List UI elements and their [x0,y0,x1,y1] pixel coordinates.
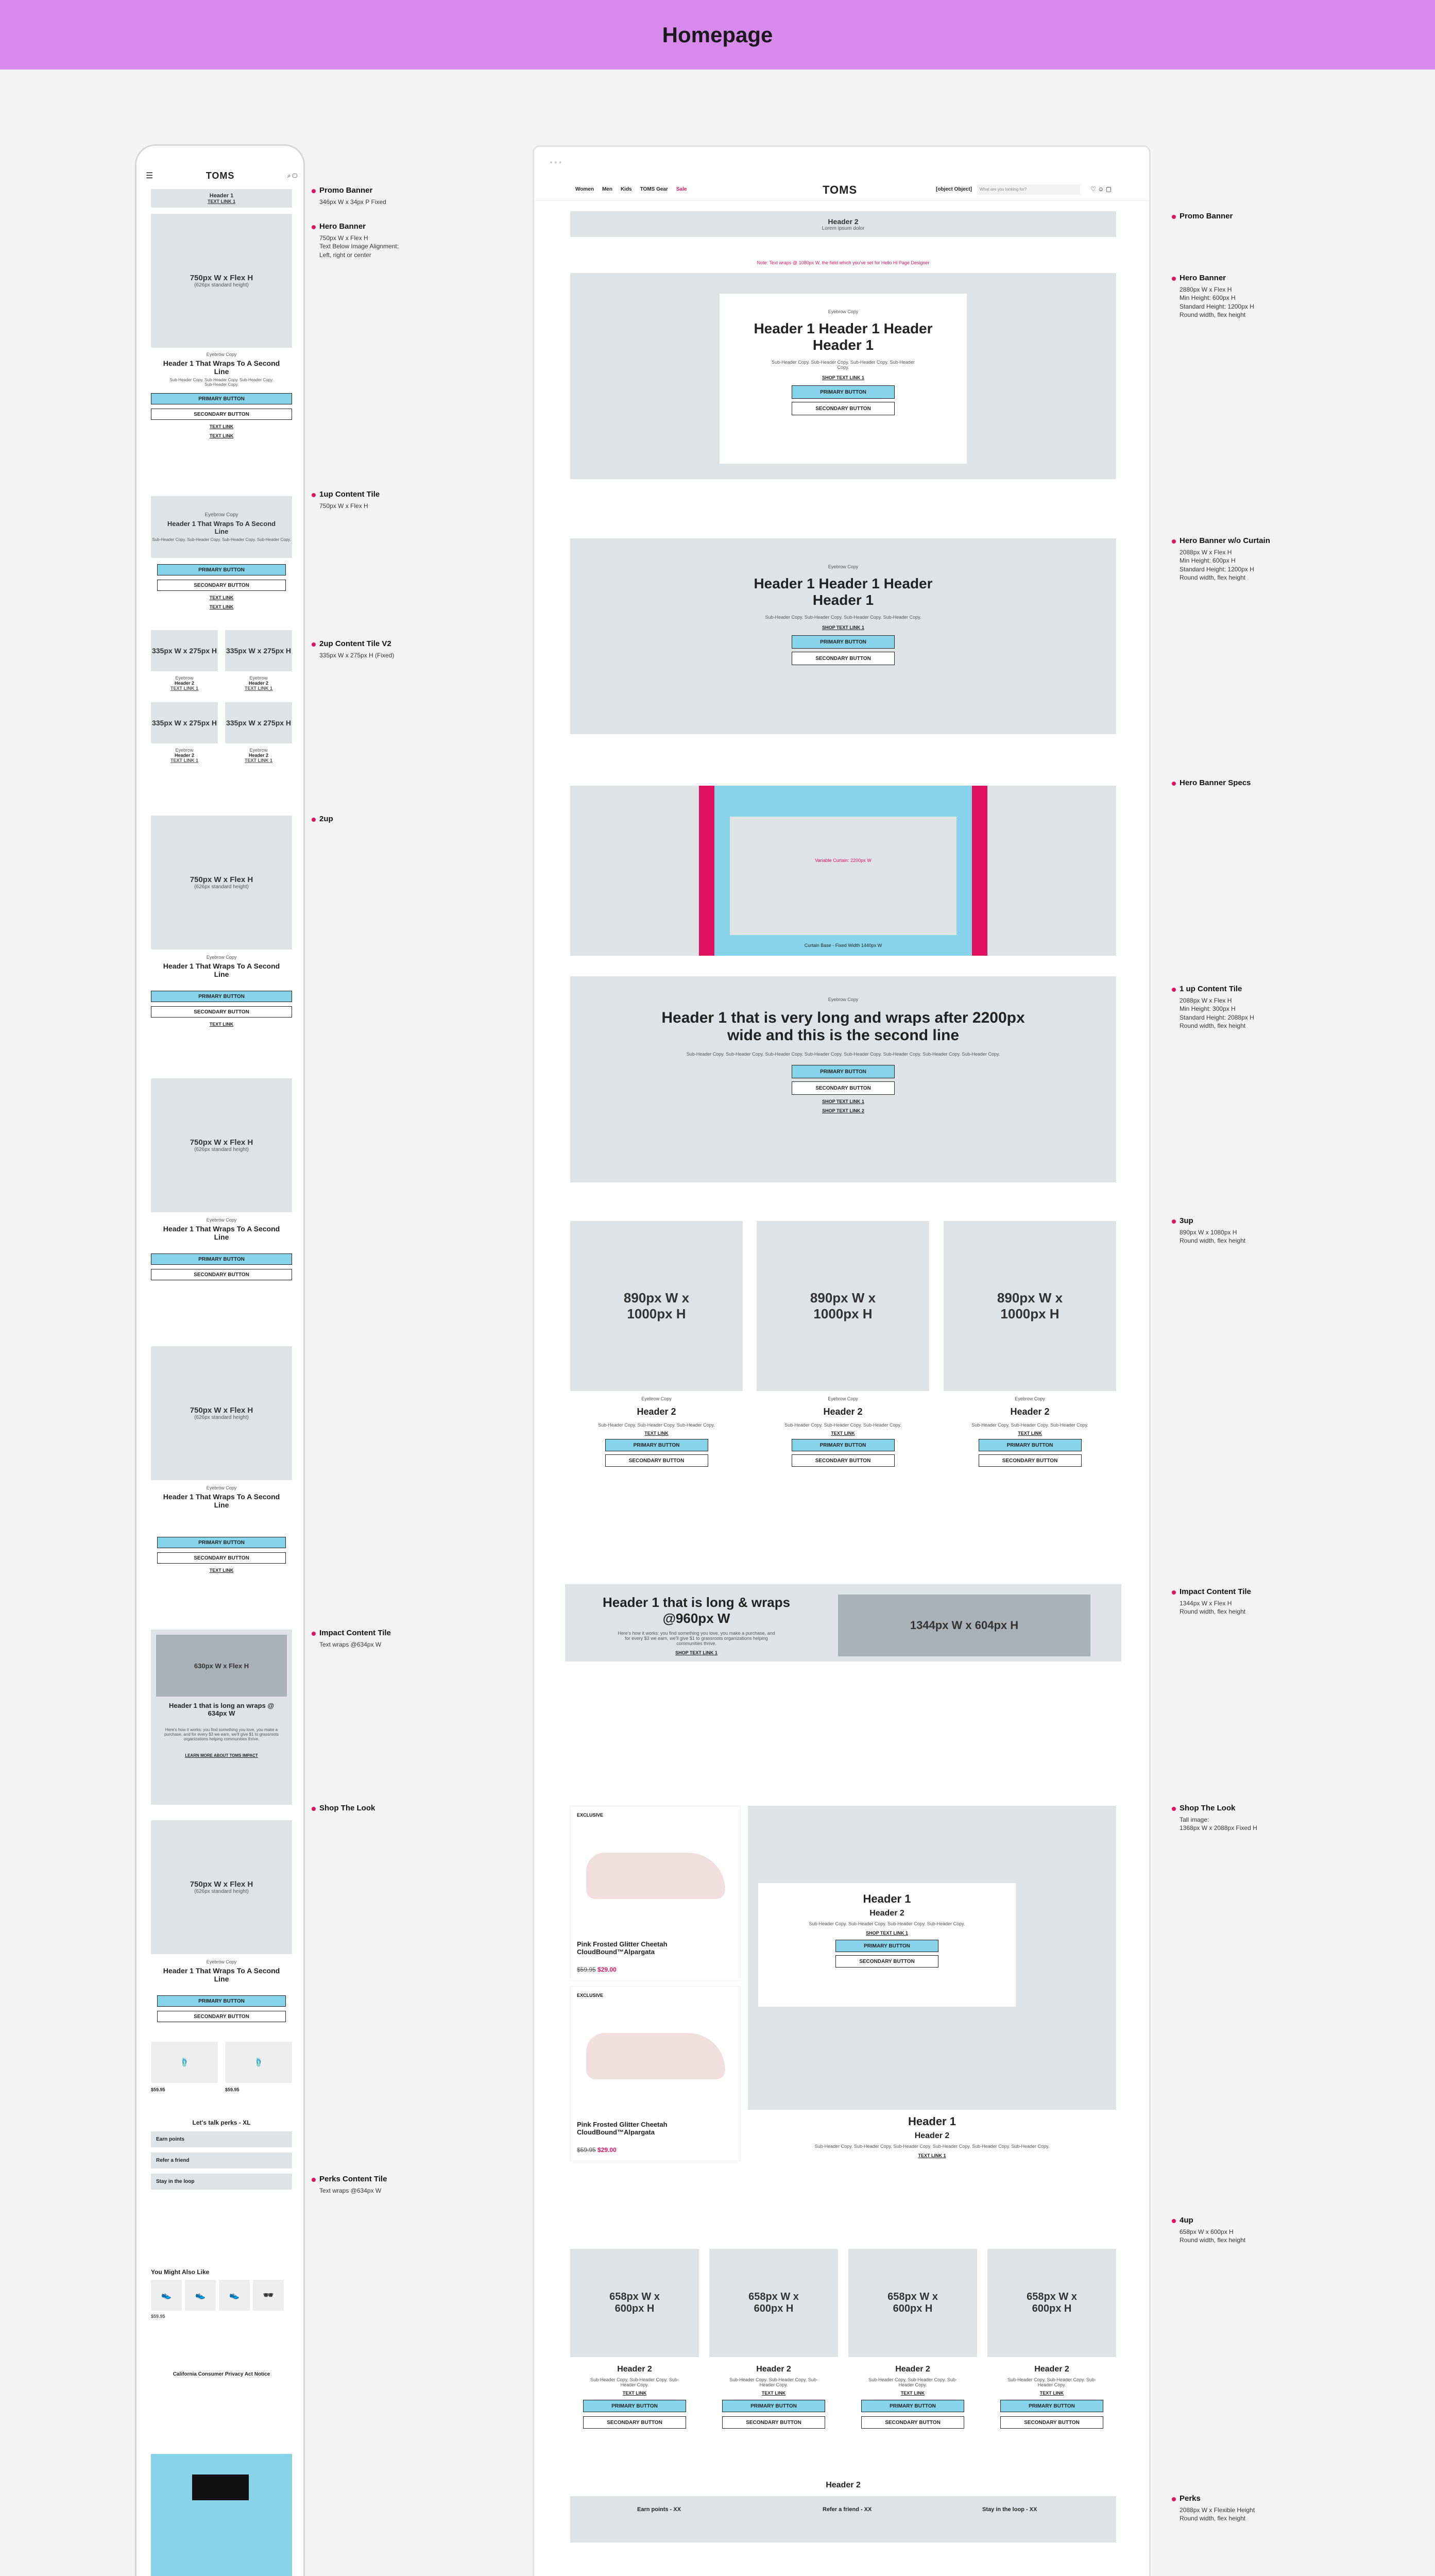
primary-button[interactable]: PRIMARY BUTTON [151,393,292,404]
desktop-impact [565,1584,1121,1662]
primary-button[interactable]: PRIMARY BUTTON [1000,2400,1103,2412]
nav-item[interactable]: Women [575,187,594,192]
desktop-4up [570,2249,1116,2460]
desktop-shop-the-look [570,1806,1116,2228]
secondary-button[interactable]: SECONDARY BUTTON [157,580,286,591]
mobile-logo[interactable]: TOMS [206,170,235,181]
tile-image[interactable]: 890px W x 1000px H [757,1221,929,1391]
desktop-frame [533,145,1151,2576]
spec-foot: Curtain Base - Fixed Width 1440px W [804,943,882,948]
primary-button[interactable]: PRIMARY BUTTON [605,1439,708,1451]
perk-item: Refer a friend [151,2153,292,2168]
eyebrow: Eyebrow Copy [206,352,237,357]
annotation-d-1up: 1 up Content Tile 2088px W x Flex H Min Height: 300px H Standard Height: 2088px H Round width, flex height [1180,985,1254,1029]
shoe-image [586,2033,725,2079]
cart-icon[interactable]: ▢ [1105,185,1112,193]
desktop-promo [570,211,1116,237]
eyebrow: Eyebrow Copy [828,309,859,314]
desktop-hero [570,273,1116,479]
product-name: Pink Frosted Glitter Cheetah CloudBound™Alpargata [577,2121,668,2136]
tile-text: Eyebrow Copy Header 2 Sub-Header Copy. Sub-Header Copy. Sub-Header Copy. TEXT LINK PRIMARY BUTTON SECONDARY BUTTON [757,1396,929,1470]
mobile-hero-text: Eyebrow Copy Header 1 That Wraps To A Second Line [163,1217,280,1241]
primary-button[interactable]: PRIMARY BUTTON [157,564,286,575]
product-image[interactable]: 🩴 [225,2042,292,2083]
secondary-button[interactable]: SECONDARY BUTTON [157,2011,286,2022]
mobile-yml [151,2268,292,2351]
mobile-hero-text: Eyebrow Copy Header 1 That Wraps To A Second Line [163,955,280,978]
secondary-button[interactable]: SECONDARY BUTTON [979,1454,1082,1467]
text-link[interactable]: TEXT LINK 1 [918,2153,946,2158]
secondary-button[interactable]: SECONDARY BUTTON [835,1955,938,1968]
primary-button[interactable]: PRIMARY BUTTON [792,1439,895,1451]
eyebrow: Eyebrow Copy [204,512,238,518]
annotation-d-perks: Perks 2088px W x Flexible Height Round width, flex height [1180,2494,1255,2522]
annotation-d-specs: Hero Banner Specs [1180,778,1251,787]
nav-item[interactable]: Men [602,187,612,192]
mobile-hero-text: Eyebrow Copy Header 1 That Wraps To A Second Line [163,1959,280,1983]
mobile-2up-grid [151,630,292,779]
primary-button[interactable]: PRIMARY BUTTON [151,991,292,1002]
grid-label: Eyebrow Header 2 TEXT LINK 1 [244,675,272,691]
mobile-products [151,2042,292,2104]
annotation-d-hero: Hero Banner 2880px W x Flex H Min Height: 600px H Standard Height: 1200px H Round width, flex height [1180,274,1254,318]
user-icon[interactable]: ☺ [1098,185,1104,193]
grid-label: Eyebrow Header 2 TEXT LINK 1 [170,748,198,763]
nav-icons [1090,185,1112,193]
promo-link[interactable]: TEXT LINK 1 [207,199,235,204]
curtain-edge [699,786,714,956]
annotation-d-3up: 3up 890px W x 1080px H Round width, flex height [1180,1216,1246,1245]
stl-image [748,1806,1116,2110]
text-link[interactable]: SHOP TEXT LINK 1 [822,1099,864,1104]
perk-item: Earn points - XX [637,2506,681,2513]
annotation-impact: Impact Content Tile Text wraps @634px W [319,1629,391,1649]
primary-button[interactable]: PRIMARY BUTTON [979,1439,1082,1451]
annotation-perks: Perks Content Tile Text wraps @634px W [319,2175,387,2195]
impact-link[interactable]: SHOP TEXT LINK 1 [675,1650,717,1655]
yml-title: You Might Also Like [151,2268,210,2276]
tile-text: Header 2 Sub-Header Copy. Sub-Header Copy. Sub-Header Copy. TEXT LINK PRIMARY BUTTON SECONDARY BUTTON [570,2365,699,2432]
hero-sub: Sub-Header Copy. Sub-Header Copy. Sub-Header Copy. Sub-Header Copy. [772,360,915,370]
text-link[interactable]: TEXT LINK [209,604,234,609]
mobile-perks [151,2119,292,2248]
header: Header 1 That Wraps To A Second Line [167,520,276,535]
exclusive-badge: EXCLUSIVE [577,1993,604,1998]
price: $59.95 [577,1966,596,1973]
sale-price: $29.00 [597,2146,617,2154]
product-card[interactable] [570,1806,740,1981]
primary-button[interactable]: PRIMARY BUTTON [151,1253,292,1265]
perk-item: Stay in the loop [151,2174,292,2190]
hero-sub: Sub-Header Copy. Sub-Header Copy. Sub-Header Copy. Sub-Header Copy. [169,378,274,387]
mobile-hero-text: Eyebrow Copy Header 1 That Wraps To A Second Line [163,1485,280,1509]
tile-text: Eyebrow Copy Header 2 Sub-Header Copy. Sub-Header Copy. Sub-Header Copy. TEXT LINK PRIMARY BUTTON SECONDARY BUTTON [944,1396,1116,1470]
promo-header: Header 1 [209,193,234,199]
annotation-d-impact: Impact Content Tile 1344px W x Flex H Round width, flex height [1180,1587,1251,1616]
tile-text: Header 2 Sub-Header Copy. Sub-Header Copy. Sub-Header Copy. TEXT LINK PRIMARY BUTTON SECONDARY BUTTON [709,2365,838,2432]
image-size: 750px W x Flex H [190,274,253,282]
annotation-d-hero-curtain: Hero Banner w/o Curtain 2088px W x Flex H Min Height: 600px H Standard Height: 1200px H Round width, flex height [1180,536,1270,581]
grid-label: Eyebrow Header 2 TEXT LINK 1 [170,675,198,691]
tile-image[interactable]: 658px W x 600px H [709,2249,838,2357]
hero-header: Header 1 That Wraps To A Second Line [163,359,280,376]
perks-title: Let's talk perks - XL [192,2119,251,2126]
mobile-hero-image: 750px W x Flex H (626px standard height) [151,1078,292,1212]
annotation-2up-b: 2up [319,815,333,823]
perk-item: Stay in the loop - XX [982,2506,1037,2513]
secondary-button[interactable]: SECONDARY BUTTON [157,1552,286,1564]
annotation-d-stl: Shop The Look Tall image: 1368px W x 2088px Fixed H [1180,1804,1257,1832]
search-input[interactable]: What are you looking for? [977,184,1080,195]
promo-sub: Lorem ipsum dolor [822,225,865,231]
primary-button[interactable]: PRIMARY BUTTON [583,2400,686,2412]
annotation-stl: Shop The Look [319,1804,375,1812]
yml-item[interactable]: 🕶 [253,2280,284,2311]
perks-header: Header 2 [826,2481,861,2489]
primary-button[interactable]: PRIMARY BUTTON [835,1940,938,1952]
secondary-button[interactable]: SECONDARY BUTTON [792,1081,895,1095]
perk-item: Earn points [151,2131,292,2147]
title-banner [0,0,1435,70]
mobile-hero-image: 750px W x Flex H (626px standard height) [151,1820,292,1954]
impact-header: Header 1 that is long an wraps @ 634px W [168,1702,275,1717]
page-title: Homepage [662,22,773,47]
nav-menu [575,187,687,192]
desktop-1up [570,976,1116,1182]
primary-button[interactable]: PRIMARY BUTTON [792,1065,895,1078]
product-card[interactable] [570,1986,740,2161]
stl-below: Header 1 Header 2 Sub-Header Copy. Sub-Header Copy. Sub-Header Copy. Sub-Header Copy. Sub-Header Copy. Sub-Header Copy. TEXT LINK 1 [748,2115,1116,2162]
mobile-hero-image [151,214,292,348]
impact-body: Here's how it works: you find something you love, you make a purchase, and for every $3 we earn, we'll give $1 to grassroots organizations helping communities thrive. [618,1631,775,1646]
annotation-d-promo: Promo Banner [1180,212,1233,221]
secondary-button[interactable]: SECONDARY BUTTON [792,652,895,665]
product-price: $59.95 [151,2087,165,2092]
mobile-impact-tile [151,1630,292,1805]
hero-card [720,294,967,464]
grid-tile[interactable]: 335px W x 275px H [151,702,218,743]
heart-icon[interactable]: ♡ [1090,185,1096,193]
secondary-button[interactable]: SECONDARY BUTTON [151,1269,292,1280]
nav-impact[interactable]: [object Object] [936,187,972,192]
perk-item: Refer a friend - XX [823,2506,872,2513]
tile-image[interactable]: 890px W x 1000px H [570,1221,743,1391]
annotation-hero: Hero Banner 750px W x Flex H Text Below Image Alignment: Left, right or center [319,222,399,259]
note: Note: Text wraps @ 1080px W, the field which you've set for Hello Hi Page Designer [757,260,930,265]
primary-button[interactable]: PRIMARY BUTTON [861,2400,964,2412]
stl-card: Header 1 Header 2 Sub-Header Copy. Sub-Header Copy. Sub-Header Copy. Sub-Header Copy. SHOP TEXT LINK 1 PRIMARY BUTTON SECONDARY BUTTON [758,1883,1016,2007]
hero-specs [570,786,1116,956]
mobile-frame [135,144,305,2576]
impact-link[interactable]: LEARN MORE ABOUT TOMS IMPACT [185,1753,258,1758]
secondary-button[interactable]: SECONDARY BUTTON [583,2416,686,2429]
yml-item[interactable]: 👟 [185,2280,216,2311]
mobile-promo-banner [151,189,292,208]
gift-card-image [192,2475,249,2500]
exclusive-badge: EXCLUSIVE [577,1812,604,1818]
primary-button[interactable]: PRIMARY BUTTON [157,1537,286,1548]
product-price: $59.95 [225,2087,240,2092]
curtain-inner [730,817,956,935]
sub: Sub-Header Copy. Sub-Header Copy. Sub-Header Copy. Sub-Header Copy. [152,537,291,542]
shoe-image [586,1853,725,1899]
text-link[interactable]: TEXT LINK [209,595,234,600]
primary-button[interactable]: PRIMARY BUTTON [792,385,895,399]
text-link[interactable]: TEXT LINK [209,433,234,438]
image-size-sub: (626px standard height) [194,282,249,288]
hero-text: Eyebrow Copy Header 1 Header 1 Header Header 1 Sub-Header Copy. Sub-Header Copy. Sub-Header Copy. Sub-Header Copy. SHOP TEXT LINK 1 PRIMARY BUTTON SECONDARY BUTTON [720,564,967,668]
grid-tile[interactable]: 335px W x 275px H [225,630,292,671]
mobile-hero-image: 750px W x Flex H (626px standard height) [151,816,292,950]
text-link[interactable]: TEXT LINK [209,1568,234,1573]
tile-image[interactable]: 890px W x 1000px H [944,1221,1116,1391]
desktop-logo[interactable]: TOMS [823,183,858,196]
secondary-button[interactable]: SECONDARY BUTTON [792,402,895,415]
promo-header: Header 2 [828,217,859,226]
cart-icon[interactable]: ▢ [292,172,297,179]
mobile-hero-image: 750px W x Flex H (626px standard height) [151,1346,292,1480]
grid-label: Eyebrow Header 2 TEXT LINK 1 [244,748,272,763]
impact-image: 630px W x Flex H [156,1635,287,1697]
impact-image: 1344px W x 604px H [838,1595,1090,1656]
tile-text: Eyebrow Copy Header 2 Sub-Header Copy. Sub-Header Copy. Sub-Header Copy. TEXT LINK PRIMARY BUTTON SECONDARY BUTTON [570,1396,743,1470]
desktop-nav [534,180,1151,201]
secondary-button[interactable]: SECONDARY BUTTON [722,2416,825,2429]
secondary-button[interactable]: SECONDARY BUTTON [605,1454,708,1467]
product-name: Pink Frosted Glitter Cheetah CloudBound™Alpargata [577,1940,668,1956]
impact-text [601,1595,792,1655]
annotation-2up: 2up Content Tile V2 335px W x 275px H (Fixed) [319,639,395,659]
spec-note: Variable Curtain: 2200px W [815,858,872,863]
mobile-promo-card [151,2454,292,2576]
mobile-hero-text [151,352,292,387]
primary-button[interactable]: PRIMARY BUTTON [157,1995,286,2007]
window-dots-icon: ● ● ● [550,160,562,165]
annotation-1up: 1up Content Tile 750px W x Flex H [319,490,380,510]
tile-image[interactable]: 658px W x 600px H [848,2249,977,2357]
curtain-edge [972,786,987,956]
text-link[interactable]: SHOP TEXT LINK 2 [822,1108,864,1113]
mobile-header [136,166,305,185]
secondary-button[interactable]: SECONDARY BUTTON [792,1454,895,1467]
search-icon[interactable]: ⌕ [287,172,291,179]
primary-button[interactable]: PRIMARY BUTTON [722,2400,825,2412]
nav-item-sale[interactable]: Sale [676,187,687,192]
browser-bar [534,147,1151,178]
tile-text: Header 2 Sub-Header Copy. Sub-Header Copy. Sub-Header Copy. TEXT LINK PRIMARY BUTTON SECONDARY BUTTON [848,2365,977,2432]
hero-header: Header 1 Header 1 Header Header 1 [754,320,933,353]
desktop-3up [570,1221,1116,1510]
menu-icon[interactable]: ☰ [146,172,153,180]
oneup-text: Eyebrow Copy Header 1 that is very long and wraps after 2200px wide and this is the second line Sub-Header Copy. Sub-Header Copy. Sub-Header Copy. Sub-Header Copy. Sub-Header Copy. Sub-Header Copy. Sub-Header Copy. Sub-Header Copy. PRIMARY BUTTON SECONDARY BUTTON SHOP TEXT LINK 1 SHOP TEXT LINK 2 [632,997,1054,1113]
annotation-d-4up: 4up 658px W x 600px H Round width, flex height [1180,2216,1246,2244]
secondary-button[interactable]: SECONDARY BUTTON [1000,2416,1103,2429]
yml-item[interactable]: 👟 [219,2280,250,2311]
grid-tile[interactable]: 335px W x 275px H [151,630,218,671]
tile-text: Header 2 Sub-Header Copy. Sub-Header Copy. Sub-Header Copy. TEXT LINK PRIMARY BUTTON SECONDARY BUTTON [987,2365,1116,2432]
desktop-hero-no-curtain [570,538,1116,734]
sale-price: $29.00 [597,1966,617,1973]
product-image[interactable]: 🩴 [151,2042,218,2083]
primary-button[interactable]: PRIMARY BUTTON [792,635,895,649]
desktop-perks [570,2496,1116,2543]
tile-image[interactable]: 658px W x 600px H [987,2249,1116,2357]
mobile-1up-image [151,496,292,558]
ccpa-title: California Consumer Privacy Act Notice [173,2371,270,2377]
hero-link[interactable]: SHOP TEXT LINK 1 [822,375,864,380]
secondary-button[interactable]: SECONDARY BUTTON [151,409,292,420]
yml-price: $59.95 [151,2314,165,2319]
price: $59.95 [577,2146,596,2154]
secondary-button[interactable]: SECONDARY BUTTON [861,2416,964,2429]
text-link[interactable]: TEXT LINK [209,424,234,429]
annotation-promo: Promo Banner 346px W x 34px P Fixed [319,186,386,206]
tile-image[interactable]: 658px W x 600px H [570,2249,699,2357]
nav-item[interactable]: Kids [620,187,632,192]
text-link[interactable]: TEXT LINK [209,1022,234,1027]
grid-tile[interactable]: 335px W x 275px H [225,702,292,743]
secondary-button[interactable]: SECONDARY BUTTON [151,1006,292,1018]
impact-body: Here's how it works: you find something you love, you make a purchase, and for every $3 we earn, we'll give $1 to grassroots organizations helping communities thrive. [164,1727,279,1741]
impact-header: Header 1 that is long & wraps @960px W [602,1595,791,1626]
nav-item[interactable]: TOMS Gear [640,187,668,192]
yml-item[interactable]: 👟 [151,2280,182,2311]
